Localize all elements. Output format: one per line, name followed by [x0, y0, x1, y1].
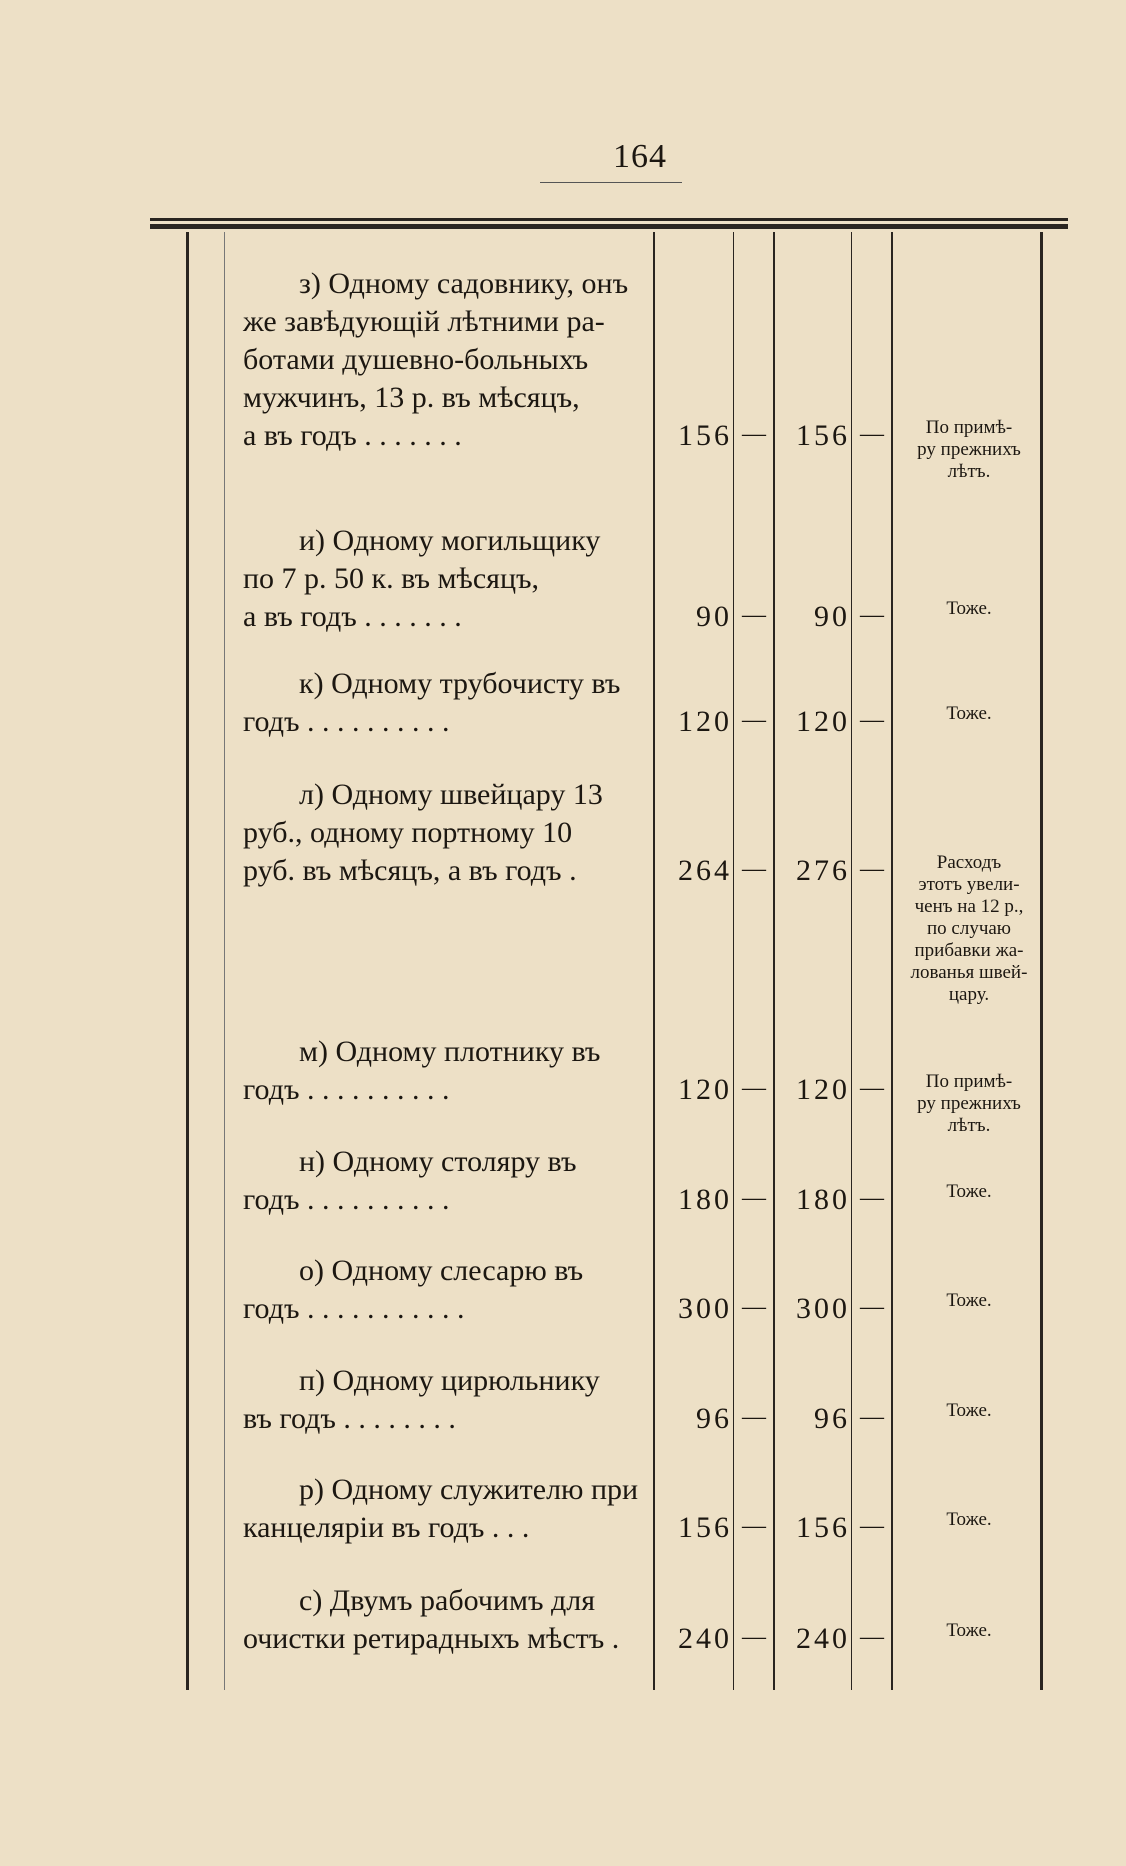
remark-line: Тоже. [946, 1509, 992, 1530]
description-line: канцеляріи въ годъ . . . [243, 1511, 530, 1544]
item-description [243, 665, 643, 741]
table-row [0, 1362, 1126, 1448]
kopeck-dash-assigned: — [860, 1404, 884, 1430]
remark-note [898, 1071, 1040, 1137]
description-line: же завѣдующій лѣтними ра- [243, 305, 605, 338]
description-line: р) Одному служителю при [299, 1473, 639, 1506]
description-line: руб. въ мѣсяцъ, а въ годъ . [243, 854, 577, 887]
item-description [243, 1582, 643, 1658]
item-description [243, 1471, 643, 1547]
remark-note [898, 852, 1040, 1006]
amount-previous: 156 [678, 1511, 732, 1544]
remark-line: ру прежнихъ [917, 1093, 1021, 1114]
remark-line: По примѣ- [925, 417, 1013, 438]
remark-line: Тоже. [946, 598, 992, 619]
amount-previous: 180 [678, 1183, 732, 1216]
description-line: а въ годъ . . . . . . . [243, 419, 462, 452]
table-row [0, 522, 1126, 646]
description-line: н) Одному столяру въ [299, 1145, 577, 1178]
remark-line: Тоже. [946, 1620, 992, 1641]
description-line: л) Одному швейцару 13 [299, 778, 603, 811]
description-line: м) Одному плотнику въ [299, 1035, 601, 1068]
amount-assigned: 180 [796, 1183, 850, 1216]
amount-previous: 120 [678, 1073, 732, 1106]
remark-line: прибавки жа- [914, 940, 1024, 961]
kopeck-dash-previous: — [742, 856, 766, 882]
table-row [0, 1252, 1126, 1338]
amount-assigned: 300 [796, 1292, 850, 1325]
table-row [0, 665, 1126, 751]
description-line: по 7 р. 50 к. въ мѣсяцъ, [243, 562, 540, 595]
kopeck-dash-previous: — [742, 1404, 766, 1430]
table-row [0, 1033, 1126, 1136]
remark-line: лѣтъ. [947, 461, 991, 482]
item-description [243, 1362, 643, 1438]
remark-note [898, 1509, 1040, 1531]
remark-line: Расходъ [936, 852, 1002, 873]
remark-note [898, 1620, 1040, 1642]
item-description [243, 1252, 643, 1328]
kopeck-dash-previous: — [742, 1075, 766, 1101]
description-line: въ годъ . . . . . . . . [243, 1402, 456, 1435]
remark-line: Тоже. [946, 1400, 992, 1421]
page-number: 164 [613, 138, 667, 175]
amount-previous: 156 [678, 419, 732, 452]
remark-line: По примѣ- [925, 1071, 1013, 1092]
description-line: годъ . . . . . . . . . . . [243, 1292, 465, 1325]
amount-assigned: 240 [796, 1622, 850, 1655]
remark-note [898, 417, 1040, 483]
table-top-rule-double [150, 224, 1068, 229]
amount-assigned: 90 [814, 600, 850, 633]
description-line: о) Одному слесарю въ [299, 1254, 584, 1287]
description-line: годъ . . . . . . . . . . [243, 705, 450, 738]
remark-line: ру прежнихъ [917, 439, 1021, 460]
description-line: мужчинъ, 13 р. въ мѣсяцъ, [243, 381, 580, 414]
table-row [0, 1143, 1126, 1229]
remark-line: ченъ на 12 р., [914, 896, 1024, 917]
remark-note [898, 1400, 1040, 1422]
amount-assigned: 96 [814, 1402, 850, 1435]
remark-note [898, 1181, 1040, 1203]
kopeck-dash-assigned: — [860, 707, 884, 733]
description-line: п) Одному цирюльнику [299, 1364, 600, 1397]
description-line: с) Двумъ рабочимъ для [299, 1584, 595, 1617]
description-line: годъ . . . . . . . . . . [243, 1073, 450, 1106]
kopeck-dash-previous: — [742, 707, 766, 733]
remark-line: Тоже. [946, 703, 992, 724]
kopeck-dash-assigned: — [860, 1624, 884, 1650]
remark-line: цару. [948, 984, 990, 1005]
kopeck-dash-previous: — [742, 1513, 766, 1539]
amount-previous: 90 [696, 600, 732, 633]
amount-previous: 264 [678, 854, 732, 887]
item-description [243, 776, 643, 890]
kopeck-dash-assigned: — [860, 1513, 884, 1539]
remark-line: по случаю [926, 918, 1011, 939]
item-description [243, 1143, 643, 1219]
remark-line: Тоже. [946, 1181, 992, 1202]
kopeck-dash-previous: — [742, 1185, 766, 1211]
kopeck-dash-assigned: — [860, 1294, 884, 1320]
item-description [243, 265, 643, 455]
description-line: очистки ретирадныхъ мѣстъ . [243, 1622, 620, 1655]
description-line: руб., одному портному 10 [243, 816, 573, 849]
table-row [0, 265, 1126, 482]
description-line: а въ годъ . . . . . . . [243, 600, 462, 633]
remark-note [898, 1290, 1040, 1312]
kopeck-dash-previous: — [742, 602, 766, 628]
item-description [243, 1033, 643, 1109]
kopeck-dash-previous: — [742, 1294, 766, 1320]
description-line: з) Одному садовнику, онъ [299, 267, 629, 300]
kopeck-dash-assigned: — [860, 421, 884, 447]
description-line: годъ . . . . . . . . . . [243, 1183, 450, 1216]
remark-note [898, 703, 1040, 725]
kopeck-dash-assigned: — [860, 602, 884, 628]
kopeck-dash-assigned: — [860, 1075, 884, 1101]
amount-previous: 96 [696, 1402, 732, 1435]
remark-line: лѣтъ. [947, 1115, 991, 1136]
description-line: и) Одному могильщику [299, 524, 601, 557]
amount-assigned: 156 [796, 419, 850, 452]
amount-assigned: 120 [796, 1073, 850, 1106]
remark-line: лованья швей- [910, 962, 1028, 983]
amount-previous: 300 [678, 1292, 732, 1325]
kopeck-dash-assigned: — [860, 856, 884, 882]
remark-note [898, 598, 1040, 620]
amount-previous: 240 [678, 1622, 732, 1655]
remark-line: Тоже. [946, 1290, 992, 1311]
amount-previous: 120 [678, 705, 732, 738]
amount-assigned: 276 [796, 854, 850, 887]
table-top-rule [150, 218, 1068, 221]
amount-assigned: 156 [796, 1511, 850, 1544]
item-description [243, 522, 643, 636]
table-row [0, 1471, 1126, 1557]
description-line: ботами душевно-больныхъ [243, 343, 589, 376]
table-row [0, 776, 1126, 1005]
kopeck-dash-assigned: — [860, 1185, 884, 1211]
kopeck-dash-previous: — [742, 421, 766, 447]
amount-assigned: 120 [796, 705, 850, 738]
table-row [0, 1582, 1126, 1668]
remark-line: этотъ увели- [918, 874, 1020, 895]
description-line: к) Одному трубочисту въ [299, 667, 621, 700]
kopeck-dash-previous: — [742, 1624, 766, 1650]
page-number-underline [540, 182, 682, 183]
